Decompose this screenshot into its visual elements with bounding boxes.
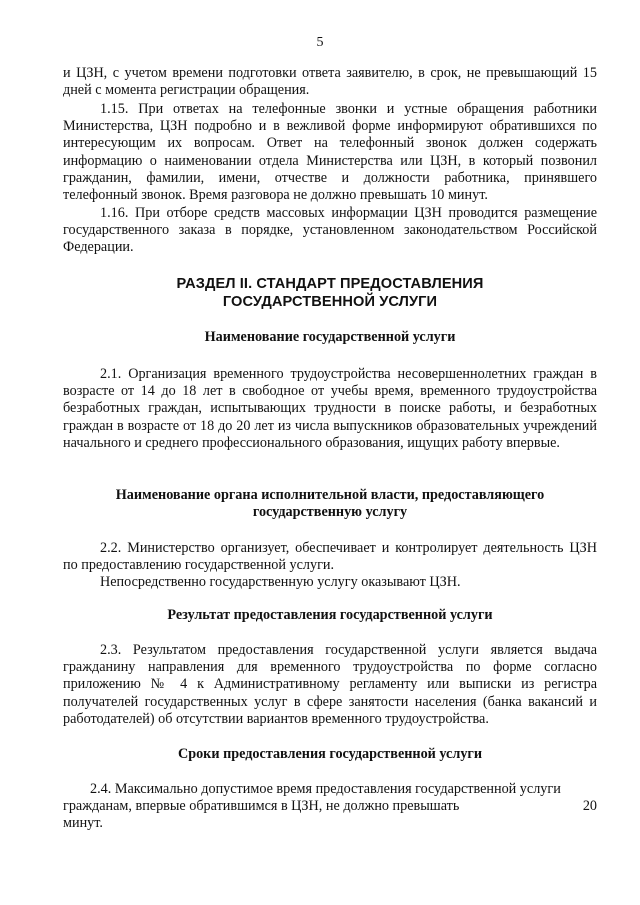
paragraph-text: 2.3. Результатом предоставления государственной услуги является выдача гражданину направления для временного трудоустройства по форме согласно приложению № 4 к Административному регламенту или выписки из регистра получателей государственных услуг в сфере занятости населения (банка вакансий и работодателей) об отсутствии вариантов временного трудоустройства. [63,642,597,727]
paragraph-text: Непосредственно государственную услугу оказывают ЦЗН. [100,574,461,591]
section-title [63,276,597,311]
paragraph-text: 1.15. При ответах на телефонные звонки и устные обращения работники Министерства, ЦЗН подробно и в вежливой форме информируют обратившихся по интересующим их вопросам. Ответ на телефонный звонок должен содержать информацию о наименовании отдела Министерства или ЦЗН, в который позвонил гражданин, фамилии, имени, отчестве и должности работника, принявшего телефонный звонок. Время разговора не должно превышать 10 минут. [63,101,597,204]
page-number: 5 [316,35,324,50]
paragraph-1-15 [63,101,597,204]
paragraph-line-2-left: гражданам, впервые обратившимся в ЦЗН, не должно превышать [63,798,460,815]
heading-line-2: государственную услугу [252,504,408,521]
paragraph-line-2-right: 20 [582,798,597,815]
heading-text: Результат предоставления государственной услуги [167,607,493,623]
paragraph-text: и ЦЗН, с учетом времени подготовки ответа заявителю, в срок, не превышающий 15 дней с момента регистрации обращения. [63,65,597,99]
paragraph-text: 2.2. Министерство организует, обеспечивает и контролирует деятельность ЦЗН по предоставлению государственной услуги. [63,540,597,574]
paragraph-line-2 [63,798,597,815]
paragraph-text: 1.16. При отборе средств массовых информации ЦЗН проводится размещение государственного заказа в порядке, установленном законодательством Российской Федерации. [63,205,597,256]
paragraph-1-16 [63,205,597,257]
heading-service-name [63,329,597,346]
paragraph-2-2 [63,540,597,592]
heading-text: Наименование государственной услуги [204,329,456,345]
paragraph-line-3: минут. [63,815,103,832]
section-title-line-2: ГОСУДАРСТВЕННОЙ УСЛУГИ [222,293,438,310]
paragraph-2-4 [63,781,597,833]
heading-text: Сроки предоставления государственной услуги [177,746,483,762]
paragraph-2-1 [63,366,597,452]
heading-result [63,607,597,624]
paragraph-1-continuation [63,65,597,99]
heading-authority [63,487,597,521]
section-title-line-1: РАЗДЕЛ II. СТАНДАРТ ПРЕДОСТАВЛЕНИЯ [176,276,484,292]
paragraph-2-3 [63,642,597,728]
heading-terms [63,746,597,763]
paragraph-line-1: 2.4. Максимально допустимое время предоставления государственной услуги [90,781,561,797]
heading-line-1: Наименование органа исполнительной власти, предоставляющего [115,487,545,503]
paragraph-text: 2.1. Организация временного трудоустройства несовершеннолетних граждан в возрасте от 14 до 18 лет в свободное от учебы время, временного трудоустройства безработных граждан, испытывающих трудности в поиске работы, и безработных граждан в возрасте от 18 до 20 лет из числа выпускников образовательных учреждений начального и среднего профессионального образования, ищущих работу впервые. [63,366,597,451]
